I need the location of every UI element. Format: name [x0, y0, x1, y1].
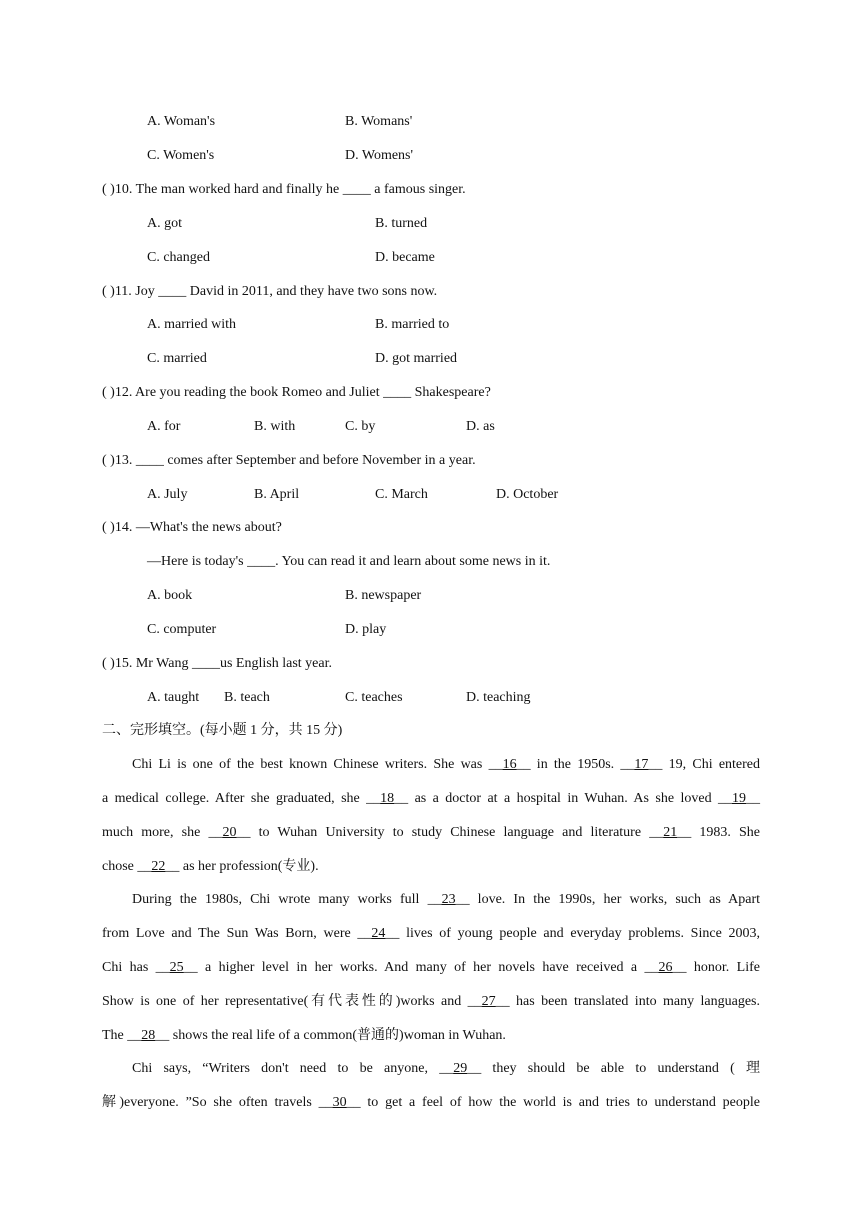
blank-16: 16	[502, 757, 517, 772]
passage-p1-line-2: a medical college. After she graduated, she __18__ as a doctor at a hospital in Wuhan. As she loved __19__	[102, 791, 760, 806]
q12-option-c: C. by	[345, 419, 376, 434]
q15-option-d: D. teaching	[466, 690, 531, 705]
blank-28: 28	[141, 1028, 156, 1043]
q14-option-c: C. computer	[147, 622, 217, 637]
blank-26: 26	[658, 960, 673, 975]
q13-option-b: B. April	[254, 487, 300, 502]
q14-option-b: B. newspaper	[345, 588, 422, 603]
blank-23: 23	[441, 892, 456, 907]
blank-25: 25	[169, 960, 184, 975]
passage-p1-line-4: chose __22__ as her profession(专业).	[102, 859, 319, 874]
passage-p2-line-3: Chi has __25__ a higher level in her works. And many of her novels have received a __26__ honor. Life	[102, 960, 760, 975]
passage-p1-line-1: Chi Li is one of the best known Chinese writers. She was __16__ in the 1950s. __17__ 19, Chi entered	[132, 757, 761, 772]
q12-option-b: B. with	[254, 419, 296, 434]
blank-18: 18	[380, 791, 395, 806]
q13-option-a: A. July	[147, 487, 188, 502]
q9-option-a: A. Woman's	[147, 114, 216, 129]
passage-p3-line-1: Chi says, “Writers don't need to be anyone, __29__ they should be able to understand ( 理	[132, 1061, 761, 1076]
q9-option-c: C. Women's	[147, 148, 215, 163]
q10-option-b: B. turned	[375, 216, 428, 231]
question-12-stem: ( )12. Are you reading the book Romeo and Juliet ____ Shakespeare?	[102, 385, 491, 400]
q12-option-a: A. for	[147, 419, 181, 434]
passage-p2-line-2: from Love and The Sun Was Born, were __24__ lives of young people and everyday problems. Since 2003,	[102, 926, 760, 941]
q13-option-c: C. March	[375, 487, 428, 502]
q13-option-d: D. October	[496, 487, 559, 502]
passage-p2-line-4: Show is one of her representative(有代表性的)works and __27__ has been translated into many languages.	[102, 994, 760, 1009]
question-14-stem: ( )14. —What's the news about?	[102, 520, 282, 535]
section-2-heading: 二、完形填空。(每小题 1 分，共 15 分)	[102, 723, 343, 738]
blank-17: 17	[634, 757, 649, 772]
question-14-stem-reply: —Here is today's ____. You can read it and learn about some news in it.	[147, 554, 551, 569]
q11-option-b: B. married to	[375, 317, 450, 332]
q10-option-d: D. became	[375, 250, 435, 265]
q11-option-a: A. married with	[147, 317, 237, 332]
blank-22: 22	[151, 859, 166, 874]
q15-option-b: B. teach	[224, 690, 270, 705]
blank-20: 20	[222, 825, 237, 840]
q11-option-c: C. married	[147, 351, 207, 366]
q11-option-d: D. got married	[375, 351, 458, 366]
question-15-stem: ( )15. Mr Wang ____us English last year.	[102, 656, 332, 671]
passage-p3-line-2: 解)everyone. ”So she often travels __30__ to get a feel of how the world is and tries to understand people	[102, 1095, 760, 1110]
blank-29: 29	[453, 1061, 468, 1076]
blank-30: 30	[332, 1095, 347, 1110]
q14-option-d: D. play	[345, 622, 387, 637]
q15-option-a: A. taught	[147, 690, 200, 705]
q12-option-d: D. as	[466, 419, 495, 434]
passage-p1-line-3: much more, she __20__ to Wuhan University to study Chinese language and literature __21__ 1983. She	[102, 825, 761, 840]
blank-24: 24	[371, 926, 386, 941]
question-13-stem: ( )13. ____ comes after September and before November in a year.	[102, 453, 476, 468]
blank-19: 19	[732, 791, 746, 806]
q15-option-c: C. teaches	[345, 690, 403, 705]
question-11-stem: ( )11. Joy ____ David in 2011, and they have two sons now.	[102, 284, 438, 299]
passage-p2-line-5: The __28__ shows the real life of a common(普通的)woman in Wuhan.	[102, 1028, 506, 1043]
q9-option-b: B. Womans'	[345, 114, 413, 129]
question-10-stem: ( )10. The man worked hard and finally he ____ a famous singer.	[102, 182, 466, 197]
q10-option-a: A. got	[147, 216, 182, 231]
blank-21: 21	[663, 825, 678, 840]
q10-option-c: C. changed	[147, 250, 210, 265]
q9-option-d: D. Womens'	[345, 148, 414, 163]
q14-option-a: A. book	[147, 588, 193, 603]
passage-p2-line-1: During the 1980s, Chi wrote many works full __23__ love. In the 1990s, her works, such as Apart	[132, 892, 760, 907]
blank-27: 27	[481, 994, 496, 1009]
